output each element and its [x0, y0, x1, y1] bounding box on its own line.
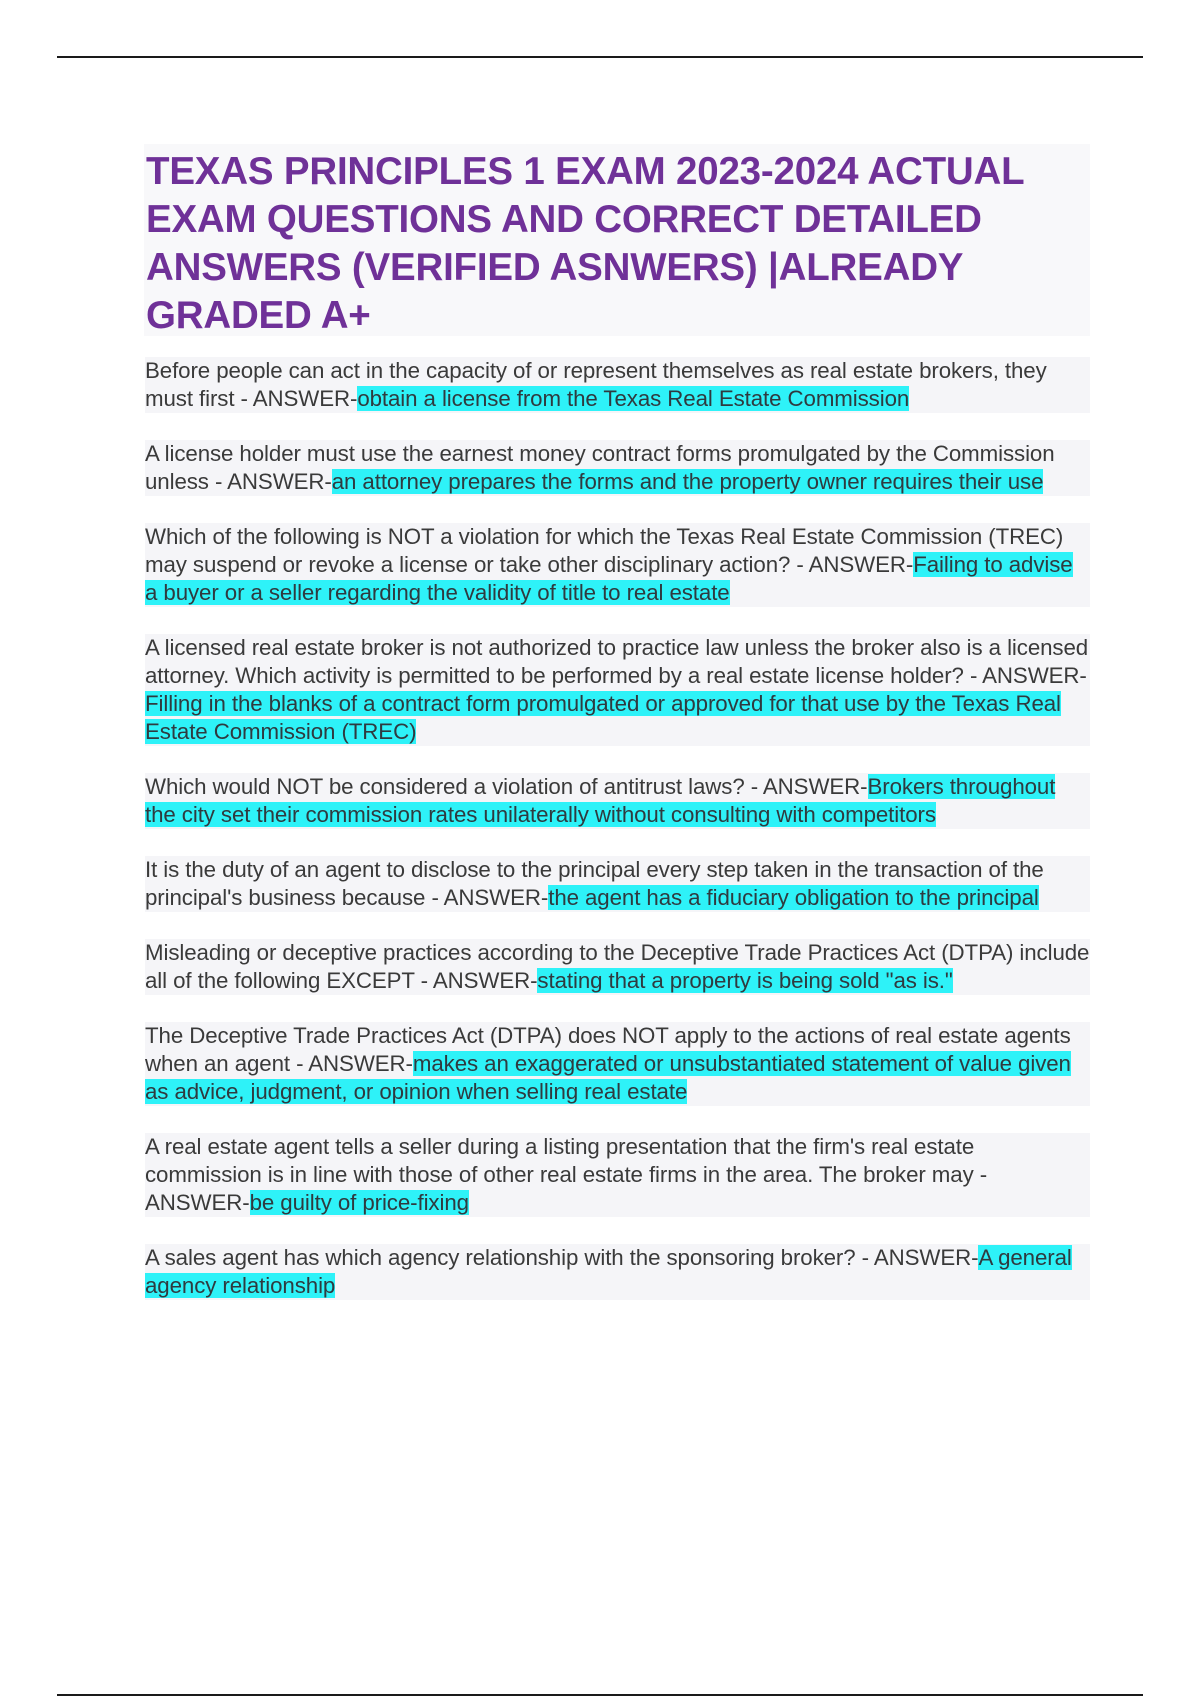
- answer-highlight: Failing to advise a buyer or a seller regarding the validity of title to real estate: [145, 552, 1073, 605]
- answer-highlight: an attorney prepares the forms and the property owner requires their use: [331, 469, 1044, 494]
- qa-item: [145, 523, 1090, 607]
- qa-item: [145, 634, 1090, 746]
- question-text: Which would NOT be considered a violation of antitrust laws?: [145, 774, 745, 799]
- answer-highlight: be guilty of price-fixing: [249, 1190, 469, 1215]
- question-text: A licensed real estate broker is not authorized to practice law unless the broker also is a licensed attorney. Which activity is permitted to be performed by a real estate license holder?: [145, 635, 1089, 688]
- qa-item: [145, 1244, 1090, 1300]
- answer-highlight: stating that a property is being sold "as is.": [537, 968, 953, 993]
- qa-item: [145, 939, 1090, 995]
- question-text: A real estate agent tells a seller during a listing presentation that the firm's real estate commission is in line with those of other real estate firms in the area. The broker may: [145, 1134, 975, 1187]
- qa-item: [145, 440, 1090, 496]
- qa-item: [145, 856, 1090, 912]
- bottom-rule: [57, 1694, 1143, 1696]
- qa-item: [145, 357, 1090, 413]
- question-text: Which of the following is NOT a violation for which the Texas Real Estate Commission (TREC) may suspend or revoke a license or take other disciplinary action?: [145, 524, 1064, 577]
- answer-highlight: makes an exaggerated or unsubstantiated statement of value given as advice, judgment, or opinion when selling real estate: [145, 1051, 1071, 1104]
- answer-prefix: - ANSWER-: [425, 885, 549, 910]
- answer-highlight: obtain a license from the Texas Real Estate Commission: [357, 386, 910, 411]
- question-text: Misleading or deceptive practices according to the Deceptive Trade Practices Act (DTPA) include all of the following EXCEPT: [145, 940, 1090, 993]
- answer-highlight: Brokers throughout the city set their commission rates unilaterally without consulting with competitors: [145, 774, 1056, 827]
- title-block: [144, 144, 1090, 336]
- answer-prefix: - ANSWER-: [145, 1162, 988, 1215]
- answer-prefix: - ANSWER-: [963, 663, 1087, 688]
- answer-highlight: Filling in the blanks of a contract form promulgated or approved for that use by the Texas Real Estate Commission (TREC): [145, 691, 1061, 744]
- question-text: It is the duty of an agent to disclose to the principal every step taken in the transaction of the principal's business because: [145, 857, 1044, 910]
- question-text: A license holder must use the earnest money contract forms promulgated by the Commission unless: [145, 441, 1055, 494]
- qa-item: [145, 1022, 1090, 1106]
- answer-prefix: - ANSWER-: [744, 774, 868, 799]
- answer-prefix: - ANSWER-: [790, 552, 914, 577]
- qa-item: [145, 1133, 1090, 1217]
- question-text: A sales agent has which agency relationship with the sponsoring broker?: [145, 1245, 856, 1270]
- qa-list: [145, 357, 1090, 1327]
- document-title: TEXAS PRINCIPLES 1 EXAM 2023-2024 ACTUAL EXAM QUESTIONS AND CORRECT DETAILED ANSWERS (VERIFIED ASNWERS) |ALREADY GRADED A+: [146, 150, 1024, 337]
- answer-prefix: - ANSWER-: [855, 1245, 979, 1270]
- answer-highlight: A general agency relationship: [145, 1245, 1072, 1298]
- answer-highlight: the agent has a fiduciary obligation to the principal: [548, 885, 1039, 910]
- question-text: Before people can act in the capacity of or represent themselves as real estate brokers, they must first: [145, 358, 1047, 411]
- question-text: The Deceptive Trade Practices Act (DTPA) does NOT apply to the actions of real estate agents when an agent: [145, 1023, 1071, 1076]
- qa-item: [145, 773, 1090, 829]
- answer-prefix: - ANSWER-: [208, 469, 332, 494]
- answer-prefix: - ANSWER-: [414, 968, 538, 993]
- answer-prefix: - ANSWER-: [234, 386, 358, 411]
- top-rule: [57, 56, 1143, 58]
- answer-prefix: - ANSWER-: [290, 1051, 413, 1076]
